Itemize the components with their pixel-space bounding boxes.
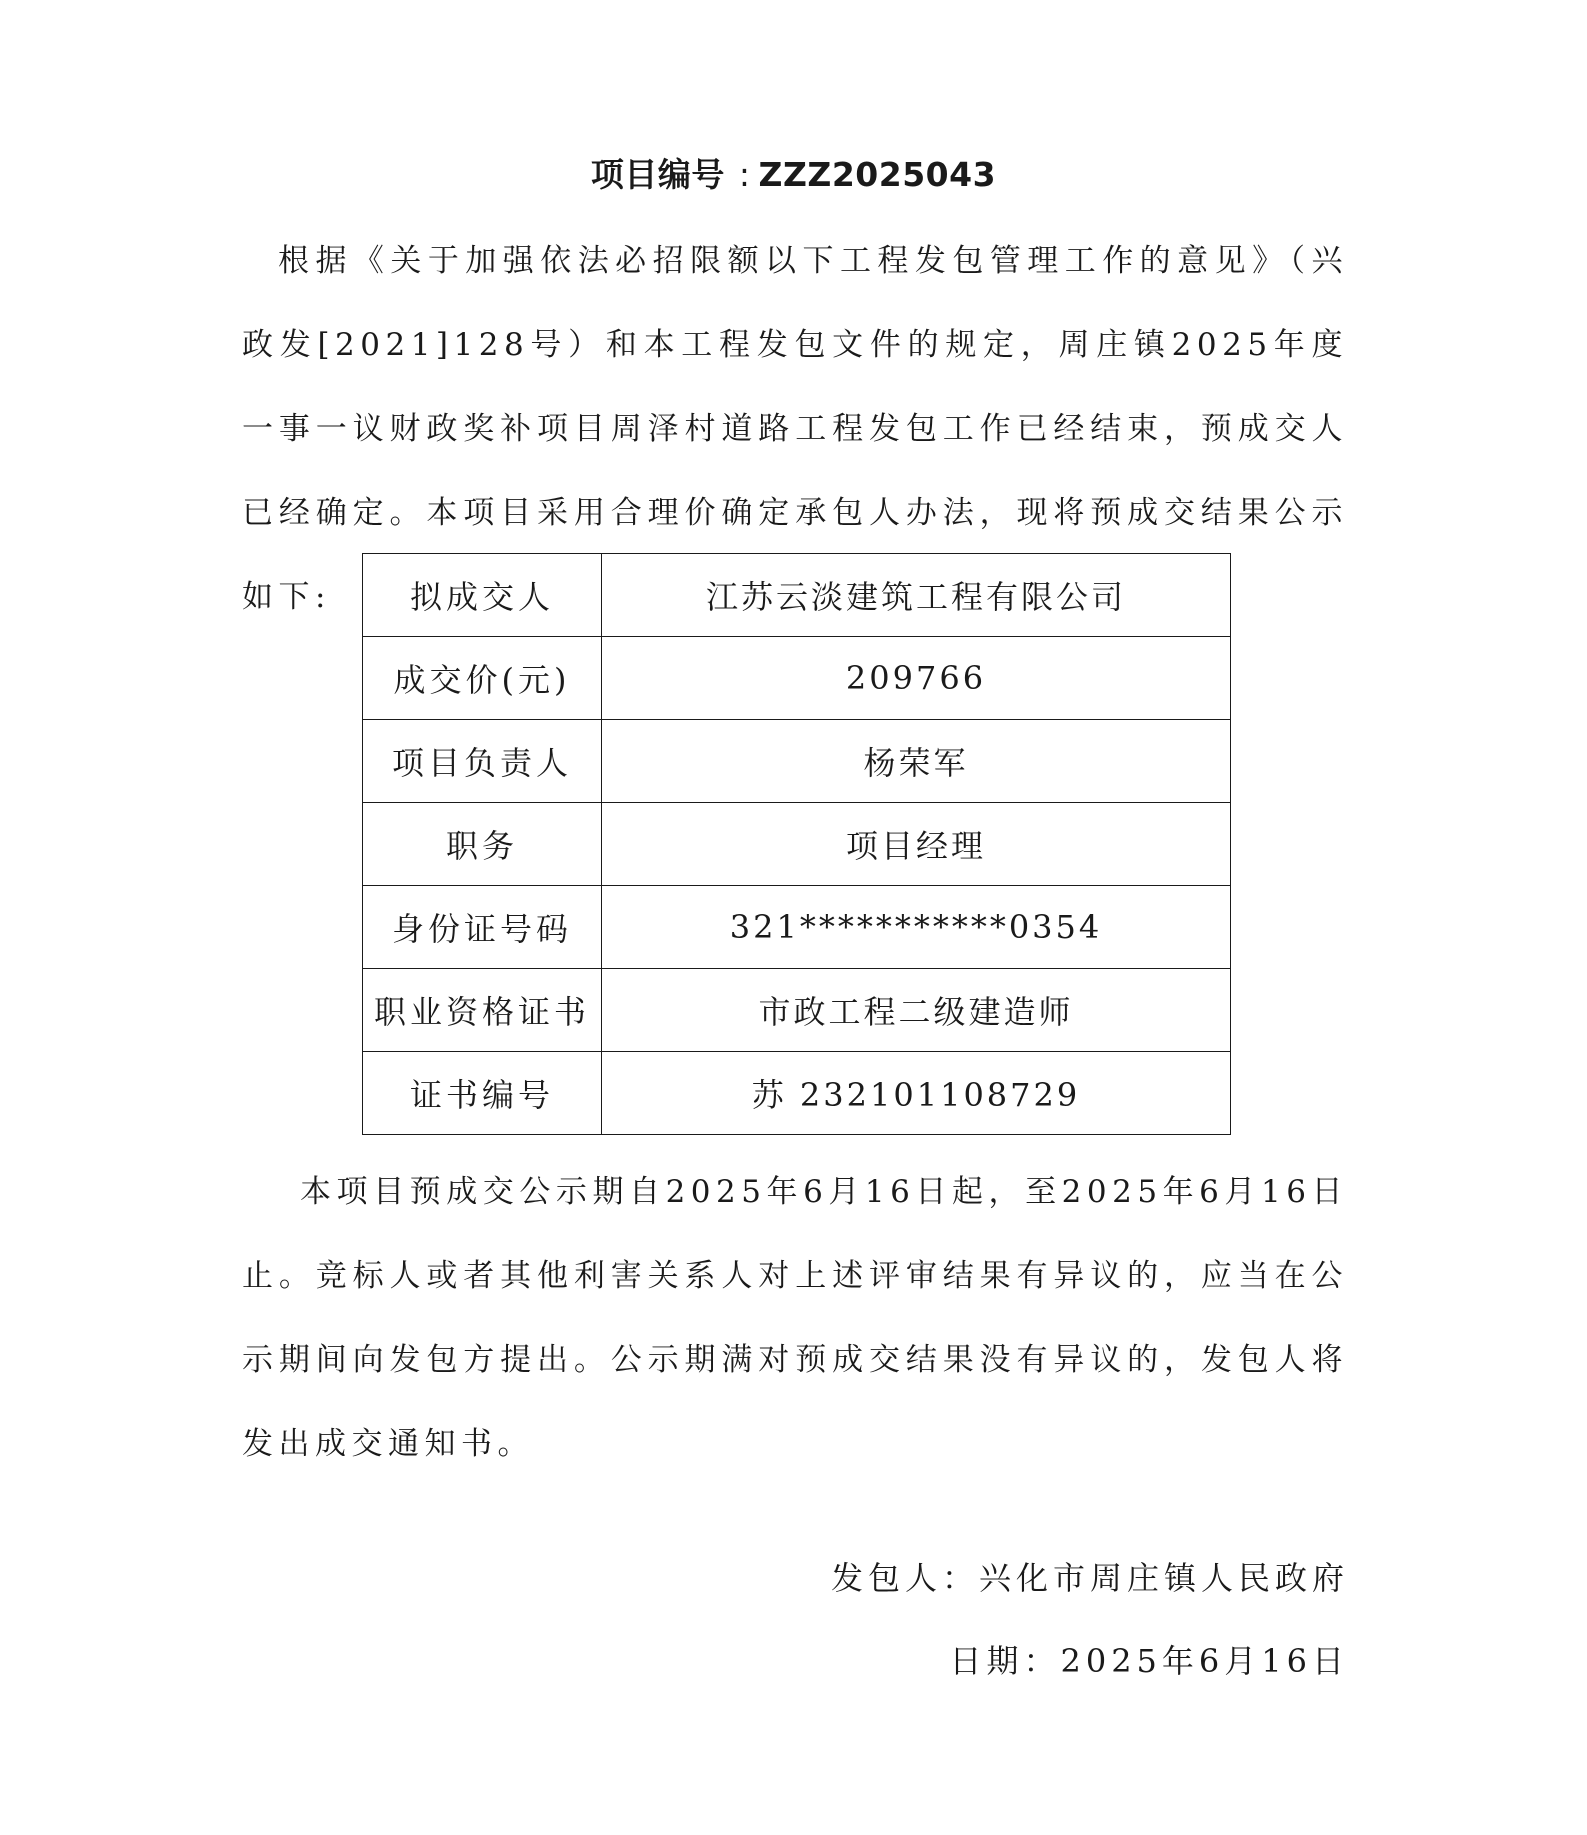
issuer-signature: 发包人：兴化市周庄镇人民政府 — [830, 1559, 1349, 1597]
notice-paragraph: 本项目预成交公示期自2025年6月16日起，至2025年6月16日止。竞标人或者其他利害关系人对上述评审结果有异议的，应当在公示期间向发包方提出。公示期满对预成交结果没有异议的，发包人将发出成交通知书。 — [242, 1174, 1348, 1462]
row-label: 项目负责人 — [363, 720, 602, 803]
table-row — [363, 637, 1231, 720]
result-table — [362, 553, 1231, 1135]
row-value: 项目经理 — [602, 803, 1231, 886]
project-number-heading — [0, 152, 1587, 198]
row-value: 苏 232101108729 — [602, 1052, 1231, 1135]
table-row — [363, 1052, 1231, 1135]
row-value: 市政工程二级建造师 — [602, 969, 1231, 1052]
row-label: 身份证号码 — [363, 886, 602, 969]
row-label: 成交价(元) — [363, 637, 602, 720]
table-row — [363, 803, 1231, 886]
issue-date: 日期：2025年6月16日 — [949, 1642, 1349, 1680]
intro-paragraph: 根据《关于加强依法必招限额以下工程发包管理工作的意见》（兴政发[2021]128号）和本工程发包文件的规定，周庄镇2025年度一事一议财政奖补项目周泽村道路工程发包工作已经结束，预成交人已经确定。本项目采用合理价确定承包人办法，现将预成交结果公示如下: — [242, 243, 1348, 615]
table-row — [363, 969, 1231, 1052]
row-label: 职业资格证书 — [363, 969, 602, 1052]
row-label: 证书编号 — [363, 1052, 602, 1135]
row-value: 杨荣军 — [602, 720, 1231, 803]
project-number-colon: : — [738, 155, 751, 194]
row-label: 拟成交人 — [363, 554, 602, 637]
project-number-value: ZZZ2025043 — [758, 155, 997, 194]
row-value: 321***********0354 — [602, 886, 1231, 969]
project-number-label: 项目编号 — [590, 155, 725, 194]
table-row — [363, 554, 1231, 637]
table-row — [363, 720, 1231, 803]
row-label: 职务 — [363, 803, 602, 886]
row-value: 江苏云淡建筑工程有限公司 — [602, 554, 1231, 637]
table-row — [363, 886, 1231, 969]
row-value: 209766 — [602, 637, 1231, 720]
